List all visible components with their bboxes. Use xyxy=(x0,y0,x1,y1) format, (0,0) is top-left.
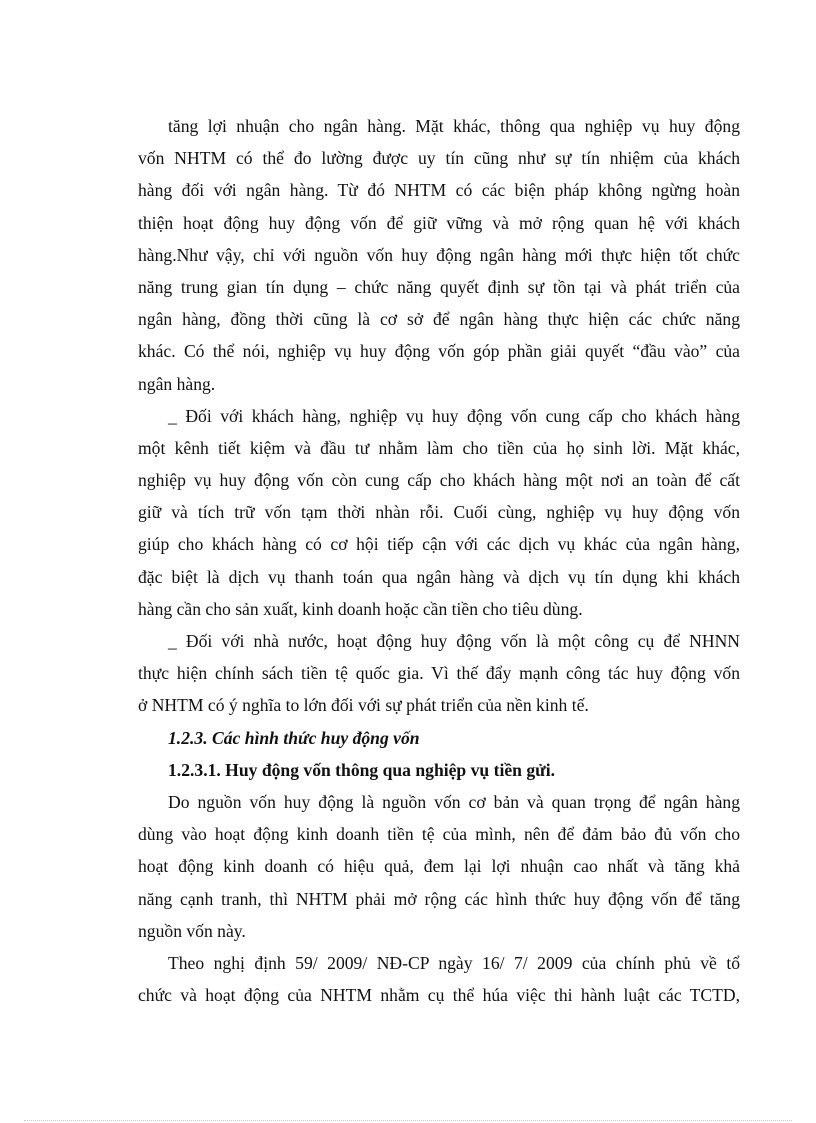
text-line: dùng vào hoạt động kinh doanh tiền tệ của mình, nên để đảm bảo đủ vốn cho xyxy=(138,824,740,845)
paragraph-first-line: tăng lợi nhuận cho ngân hàng. Mặt khác, thông qua nghiệp vụ huy động xyxy=(168,116,740,136)
text-line: hàng cần cho sản xuất, kinh doanh hoặc cần tiền cho tiêu dùng. xyxy=(138,598,583,619)
text-line: nghiệp vụ huy động vốn còn cung cấp cho khách hàng một nơi an toàn để cất xyxy=(138,470,740,491)
text-line: thiện hoạt động huy động vốn để giữ vững và mở rộng quan hệ với khách xyxy=(138,212,740,233)
section-heading: 1.2.3. Các hình thức huy động vốn xyxy=(168,727,420,748)
text-line: giữ và tích trữ vốn tạm thời nhàn rỗi. Cuối cùng, nghiệp vụ huy động vốn xyxy=(138,502,740,523)
text-line: hoạt động kinh doanh có hiệu quả, đem lại lợi nhuận cao nhất và tăng khả xyxy=(138,856,740,877)
text-line: ngân hàng. xyxy=(138,373,216,394)
text-line: năng trung gian tín dụng – chức năng quyết định sự tồn tại và phát triển của xyxy=(138,276,740,297)
text-line: hàng.Như vậy, chỉ với nguồn vốn huy động ngân hàng mới thực hiện tốt chức xyxy=(138,244,740,265)
text-line: thực hiện chính sách tiền tệ quốc gia. Vì thế đẩy mạnh công tác huy động vốn xyxy=(138,663,740,684)
subsection-heading: 1.2.3.1. Huy động vốn thông qua nghiệp vụ tiền gửi. xyxy=(168,759,555,780)
footer-dotted-rule xyxy=(24,1120,792,1121)
text-line: hàng đối với ngân hàng. Từ đó NHTM có các biện pháp không ngừng hoàn xyxy=(138,180,740,201)
paragraph-first-line: _ Đối với nhà nước, hoạt động huy động vốn là một công cụ để NHNN xyxy=(168,631,740,651)
text-line: đặc biệt là dịch vụ thanh toán qua ngân hàng và dịch vụ tín dụng khi khách xyxy=(138,566,740,587)
text-line: một kênh tiết kiệm và đầu tư nhằm làm cho tiền của họ sinh lời. Mặt khác, xyxy=(138,437,740,458)
text-line: nguồn vốn này. xyxy=(138,920,246,941)
paragraph-first-line: _ Đối với khách hàng, nghiệp vụ huy động vốn cung cấp cho khách hàng xyxy=(168,405,740,426)
text-line: ngân hàng, đồng thời cũng là cơ sở để ngân hàng thực hiện các chức năng xyxy=(138,309,740,330)
text-line: vốn NHTM có thể đo lường được uy tín cũng như sự tín nhiệm của khách xyxy=(138,148,740,169)
text-line: giúp cho khách hàng có cơ hội tiếp cận với các dịch vụ khác của ngân hàng, xyxy=(138,534,740,555)
text-line: chức và hoạt động của NHTM nhằm cụ thể húa việc thi hành luật các TCTD, xyxy=(138,985,740,1006)
text-line: ở NHTM có ý nghĩa to lớn đối với sự phát triển của nền kinh tế. xyxy=(138,695,589,716)
paragraph-first-line: Do nguồn vốn huy động là nguồn vốn cơ bản và quan trọng để ngân hàng xyxy=(168,791,740,812)
paragraph-first-line: Theo nghị định 59/ 2009/ NĐ-CP ngày 16/ 7/ 2009 của chính phủ về tổ xyxy=(168,952,740,973)
text-line: năng cạnh tranh, thì NHTM phải mở rộng các hình thức huy động vốn để tăng xyxy=(138,888,740,909)
text-line: khác. Có thể nói, nghiệp vụ huy động vốn góp phần giải quyết “đầu vào” của xyxy=(138,341,740,362)
document-page xyxy=(138,110,740,1011)
